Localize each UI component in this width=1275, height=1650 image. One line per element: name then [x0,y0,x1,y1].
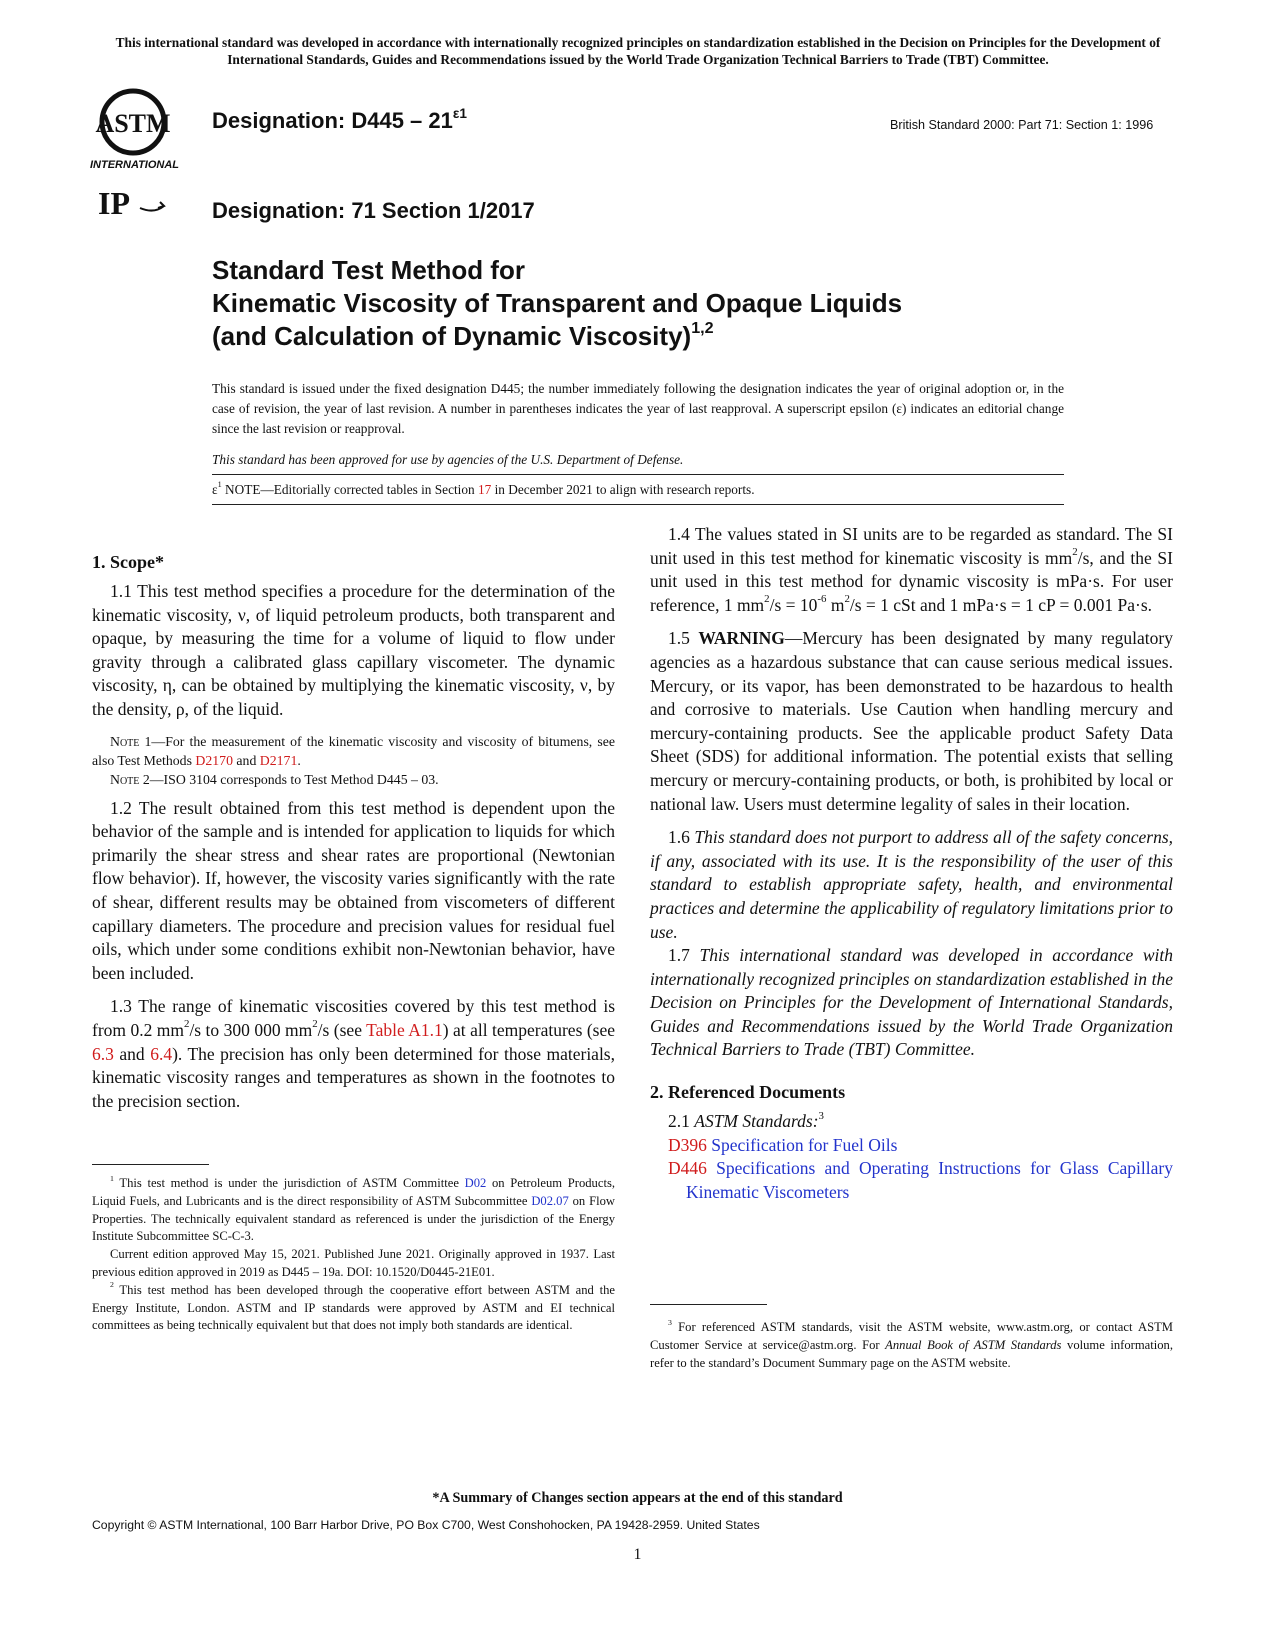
copyright: Copyright © ASTM International, 100 Barr Harbor Drive, PO Box C700, West Conshohocken, PA 19428-2959. United States [92,1518,760,1532]
title-line-3: (and Calculation of Dynamic Viscosity)$^{1,2}$ [212,318,714,351]
referenced-documents-heading: 2. Referenced Documents [650,1082,846,1103]
d02-07-link[interactable]: D02.07 [531,1193,569,1208]
astm-logo-text: ASTM [95,109,171,138]
right-column [650,523,1173,1204]
para-1-3: 1.3 The range of kinematic viscosities covered by this test method is from 0.2 $mm^2/s$ to 300 000 $mm^2/s$ (see Table A1.1) at all temperatures (see 6.3 and 6.4). The precision has only been determined for those materials, kinematic viscosity ranges and temperatures as shown in the footnotes to the precision section. [92,996,615,1111]
para-1-1: 1.1 This test method specifies a procedure for the determination of the kinematic viscosity, ν, of liquid petroleum products, both transparent and opaque, by measuring the time for a volume of liquid to flow under gravity through a calibrated glass capillary viscometer. The dynamic viscosity, η, can be obtained by multiplying the kinematic viscosity, ν, by the density, ρ, of the liquid. [92,581,615,719]
d2171-link[interactable]: D2171 [259,752,298,768]
astm-logo-icon [88,88,198,174]
divider [212,474,1064,475]
ref-d396[interactable]: D396 Specification for Fuel Oils [668,1134,898,1155]
document-title [212,254,902,353]
ip-designation: Designation: 71 Section 1/2017 [212,198,535,223]
wto-notice: This international standard was developed in accordance with internationally recognized principles on standardization established in the Decision on Principles for the Development of International Standards, Guides and Recommendations issued by the World Trade Organization Technical Barriers to Trade (TBT) Committee. [115,35,1161,67]
d2170-link[interactable]: D2170 [195,752,233,768]
footnote-1: $^1$ This test method is under the jurisdiction of ASTM Committee D02 on Petroleum Products, Liquid Fuels, and Lubricants and is the direct responsibility of ASTM Subcommittee D02.07 on Flow Properties. The technically equivalent standard as referenced is under the jurisdiction of the Energy Institute Subcommittee SC-C-3. [92,1173,615,1244]
astm-designation: Designation: $D445 - 21^{\varepsilon 1}$ [212,105,467,133]
para-1-4: 1.4 The values stated in SI units are to be regarded as standard. The SI unit used in this test method for kinematic viscosity is $mm^2/s$, and the SI unit used in this test method for dynamic viscosity is mPa·s. For user reference, 1 $mm^2/s = 10^{-6}$ $m^2/s = 1$ cSt and 1 mPa·s = 1 cP = 0.001 Pa·s. [650,524,1173,615]
note-2: Note 2—ISO 3104 corresponds to Test Method D445 – 03. [110,771,439,787]
ref-d446[interactable]: D446 Specifications and Operating Instructions for Glass Capillary Kinematic Viscometers [668,1158,1173,1202]
ip-logo-text: IP [98,185,130,221]
para-2-1: 2.1 ASTM Standards:$^3$ [668,1109,824,1132]
ip-logo-icon [96,184,168,224]
dod-approval: This standard has been approved for use by agencies of the U.S. Department of Defense. [212,452,684,467]
section-6-4-link[interactable]: 6.4 [150,1043,173,1064]
editorial-note: $\varepsilon^1$ NOTE—Editorially corrected tables in Section 17 in December 2021 to align with research reports. [212,480,755,497]
footnote-3: $^3$ For referenced ASTM standards, visit the ASTM website, www.astm.org, or contact ASTM Customer Service at service@astm.org. For Annual Book of ASTM Standards volume information, refer to the standard’s Document Summary page on the ASTM website. [650,1317,1173,1370]
title-line-1: Standard Test Method for [212,255,525,285]
d02-link[interactable]: D02 [464,1176,487,1190]
para-1-6: 1.6 This standard does not purport to address all of the safety concerns, if any, associated with its use. It is the responsibility of the user of this standard to establish appropriate safety, health, and environmental practices and determine the applicability of regulatory limitations prior to use. [650,827,1174,942]
table-a1-1-link[interactable]: Table A1.1 [366,1019,443,1040]
footnote-2: $^2$ This test method has been developed through the cooperative effort between ASTM and the Energy Institute, London. ASTM and IP standards were approved by ASTM and EI technical committees as being technically equivalent but that does not imply both standards are identical. [92,1280,615,1333]
astm-logo [88,88,198,174]
right-footnotes [650,1304,1173,1372]
para-1-5: 1.5 WARNING—Mercury has been designated by many regulatory agencies as a hazardous substance that can cause serious medical issues. Mercury, or its vapor, has been demonstrated to be hazardous to health and corrosive to materials. Use Caution when handling mercury and mercury-containing products. See the applicable product Safety Data Sheet (SDS) for additional information. The potential exists that selling mercury or mercury-containing products, or both, is prohibited by local or national law. Users must determine legality of sales in their location. [650,628,1174,814]
ip-logo [96,184,168,224]
summary-of-changes-notice: *A Summary of Changes section appears at the end of this standard [432,1490,843,1506]
para-1-2: 1.2 The result obtained from this test method is dependent upon the behavior of the sample and is intended for application to liquids for which primarily the shear stress and shear rates are proportional (Newtonian flow behavior). If, however, the viscosity varies significantly with the rate of shear, different results may be obtained from viscometers of different capillary diameters. The procedure and precision values for residual fuel oils, which under some conditions exhibit non-Newtonian behavior, have been included. [92,797,615,983]
issuance-statement: This standard is issued under the fixed designation D445; the number immediately following the designation indicates the year of original adoption or, in the case of revision, the year of last revision. A number in parentheses indicates the year of last reapproval. A superscript epsilon (ε) indicates an editorial change since the last revision or reapproval. [212,381,1064,436]
section-17-link[interactable]: 17 [477,482,492,497]
note-1: Note 1—For the measurement of the kinematic viscosity and viscosity of bitumens, see also Test Methods D2170 and D2171. [92,733,615,768]
british-standard-ref: British Standard 2000: Part 71: Section 1: 1996 [890,118,1154,132]
left-column [92,550,615,1113]
scope-heading: 1. Scope* [92,552,164,572]
para-1-7: 1.7 This international standard was developed in accordance with internationally recognized principles on standardization established in the Decision on Principles for the Development of International Standards, Guides and Recommendations issued by the World Trade Organization Technical Barriers to Trade (TBT) Committee. [650,945,1174,1060]
title-line-2: Kinematic Viscosity of Transparent and Opaque Liquids [212,288,903,318]
section-6-3-link[interactable]: 6.3 [92,1043,114,1064]
edition-info: Current edition approved May 15, 2021. Published June 2021. Originally approved in 1937. Last previous edition approved in 2019 as D445 – 19a. DOI: 10.1520/D0445-21E01. [92,1247,615,1279]
left-footnotes [92,1164,615,1335]
page-number: 1 [633,1546,642,1563]
astm-logo-subtext: INTERNATIONAL [90,159,180,171]
warning-label: WARNING [698,628,785,649]
divider [212,504,1064,505]
